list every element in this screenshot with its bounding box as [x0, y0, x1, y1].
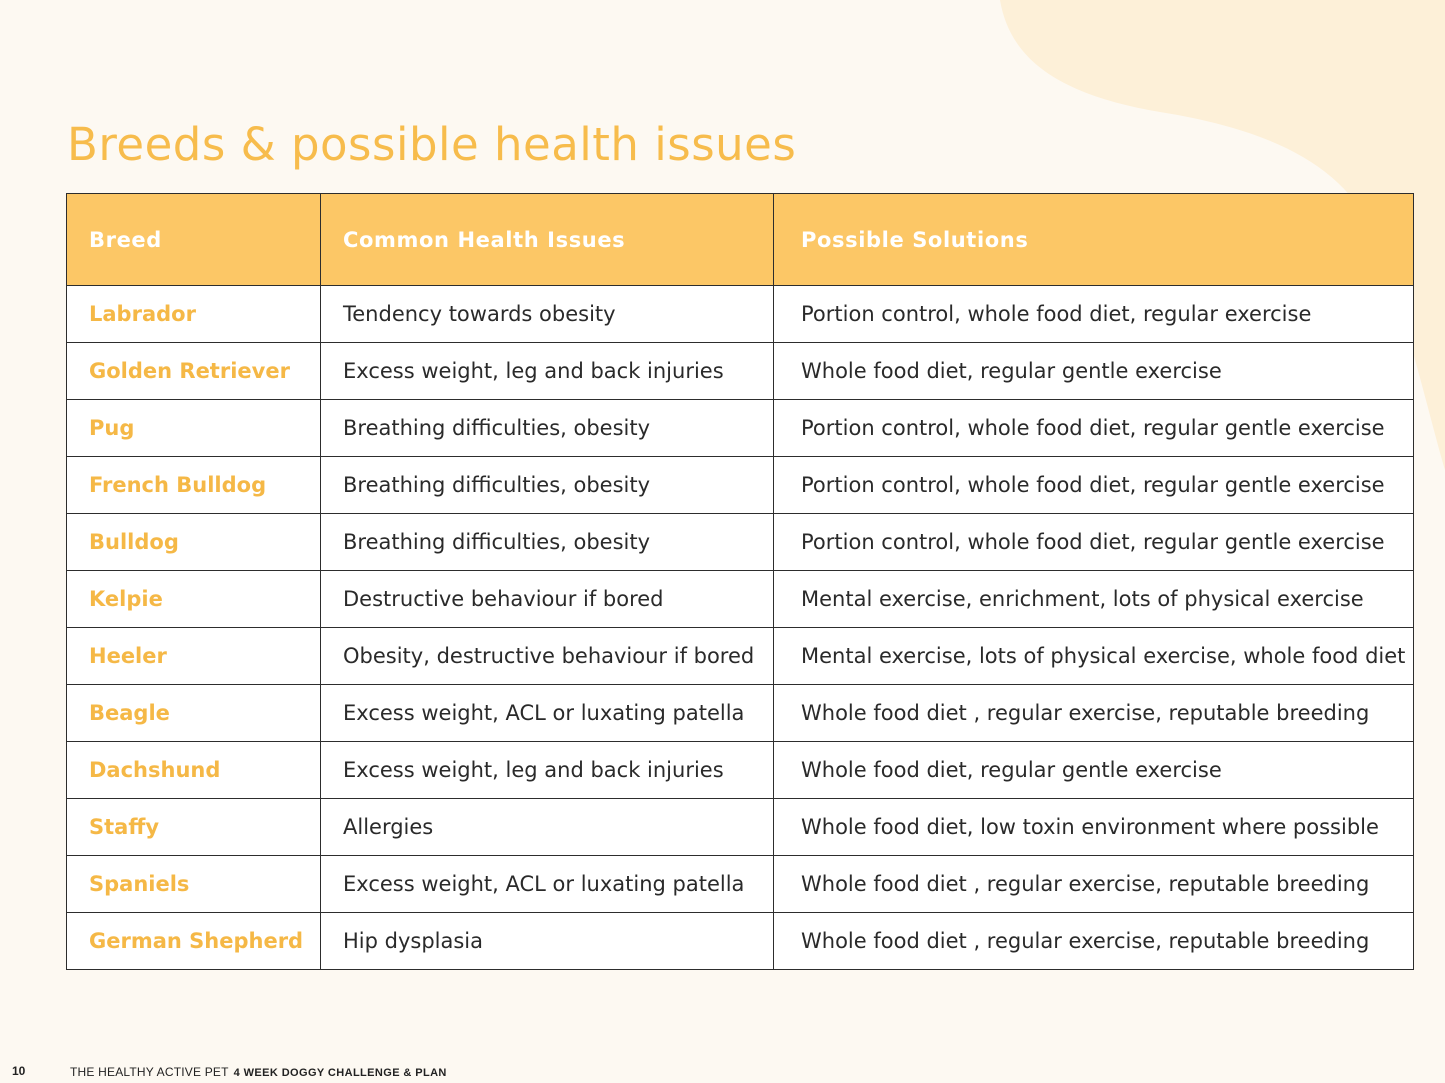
table-row — [67, 571, 1414, 628]
issues-cell: Destructive behaviour if bored — [321, 571, 774, 628]
breed-cell: Labrador — [67, 286, 321, 343]
issues-cell: Breathing difficulties, obesity — [321, 400, 774, 457]
issues-cell: Excess weight, leg and back injuries — [321, 343, 774, 400]
solutions-cell: Mental exercise, enrichment, lots of physical exercise — [774, 571, 1414, 628]
brand-name: THE HEALTHY ACTIVE PET — [70, 1065, 229, 1079]
plan-name: 4 WEEK DOGGY CHALLENGE & PLAN — [233, 1067, 447, 1079]
issues-cell: Excess weight, ACL or luxating patella — [321, 856, 774, 913]
breed-cell: Bulldog — [67, 514, 321, 571]
breed-cell: German Shepherd — [67, 913, 321, 970]
issues-cell: Hip dysplasia — [321, 913, 774, 970]
table-row — [67, 628, 1414, 685]
issues-cell: Excess weight, leg and back injuries — [321, 742, 774, 799]
header-solutions: Possible Solutions — [774, 194, 1414, 286]
solutions-cell: Whole food diet, regular gentle exercise — [774, 742, 1414, 799]
header-health-issues: Common Health Issues — [321, 194, 774, 286]
table-row — [67, 913, 1414, 970]
issues-cell: Excess weight, ACL or luxating patella — [321, 685, 774, 742]
table-row — [67, 799, 1414, 856]
page-title: Breeds & possible health issues — [67, 118, 797, 171]
page-number: 10 — [12, 1064, 26, 1078]
breed-cell: Heeler — [67, 628, 321, 685]
solutions-cell: Whole food diet, regular gentle exercise — [774, 343, 1414, 400]
table-row — [67, 685, 1414, 742]
table-row — [67, 343, 1414, 400]
table-row — [67, 457, 1414, 514]
table-row — [67, 286, 1414, 343]
footer-brand — [70, 1065, 447, 1079]
solutions-cell: Whole food diet , regular exercise, reputable breeding — [774, 913, 1414, 970]
breed-cell: Dachshund — [67, 742, 321, 799]
table-row — [67, 400, 1414, 457]
issues-cell: Allergies — [321, 799, 774, 856]
breed-cell: French Bulldog — [67, 457, 321, 514]
solutions-cell: Whole food diet , regular exercise, reputable breeding — [774, 685, 1414, 742]
issues-cell: Tendency towards obesity — [321, 286, 774, 343]
issues-cell: Obesity, destructive behaviour if bored — [321, 628, 774, 685]
breeds-table — [66, 193, 1414, 970]
issues-cell: Breathing difficulties, obesity — [321, 457, 774, 514]
breed-cell: Kelpie — [67, 571, 321, 628]
table-row — [67, 742, 1414, 799]
solutions-cell: Portion control, whole food diet, regular gentle exercise — [774, 400, 1414, 457]
table-header-row — [67, 194, 1414, 286]
breed-cell: Pug — [67, 400, 321, 457]
solutions-cell: Portion control, whole food diet, regular exercise — [774, 286, 1414, 343]
solutions-cell: Portion control, whole food diet, regular gentle exercise — [774, 457, 1414, 514]
solutions-cell: Mental exercise, lots of physical exercise, whole food diet — [774, 628, 1414, 685]
solutions-cell: Portion control, whole food diet, regular gentle exercise — [774, 514, 1414, 571]
solutions-cell: Whole food diet , regular exercise, reputable breeding — [774, 856, 1414, 913]
table-row — [67, 514, 1414, 571]
breed-cell: Golden Retriever — [67, 343, 321, 400]
header-breed: Breed — [67, 194, 321, 286]
solutions-cell: Whole food diet, low toxin environment where possible — [774, 799, 1414, 856]
breed-cell: Beagle — [67, 685, 321, 742]
issues-cell: Breathing difficulties, obesity — [321, 514, 774, 571]
breed-cell: Staffy — [67, 799, 321, 856]
table-row — [67, 856, 1414, 913]
breed-cell: Spaniels — [67, 856, 321, 913]
